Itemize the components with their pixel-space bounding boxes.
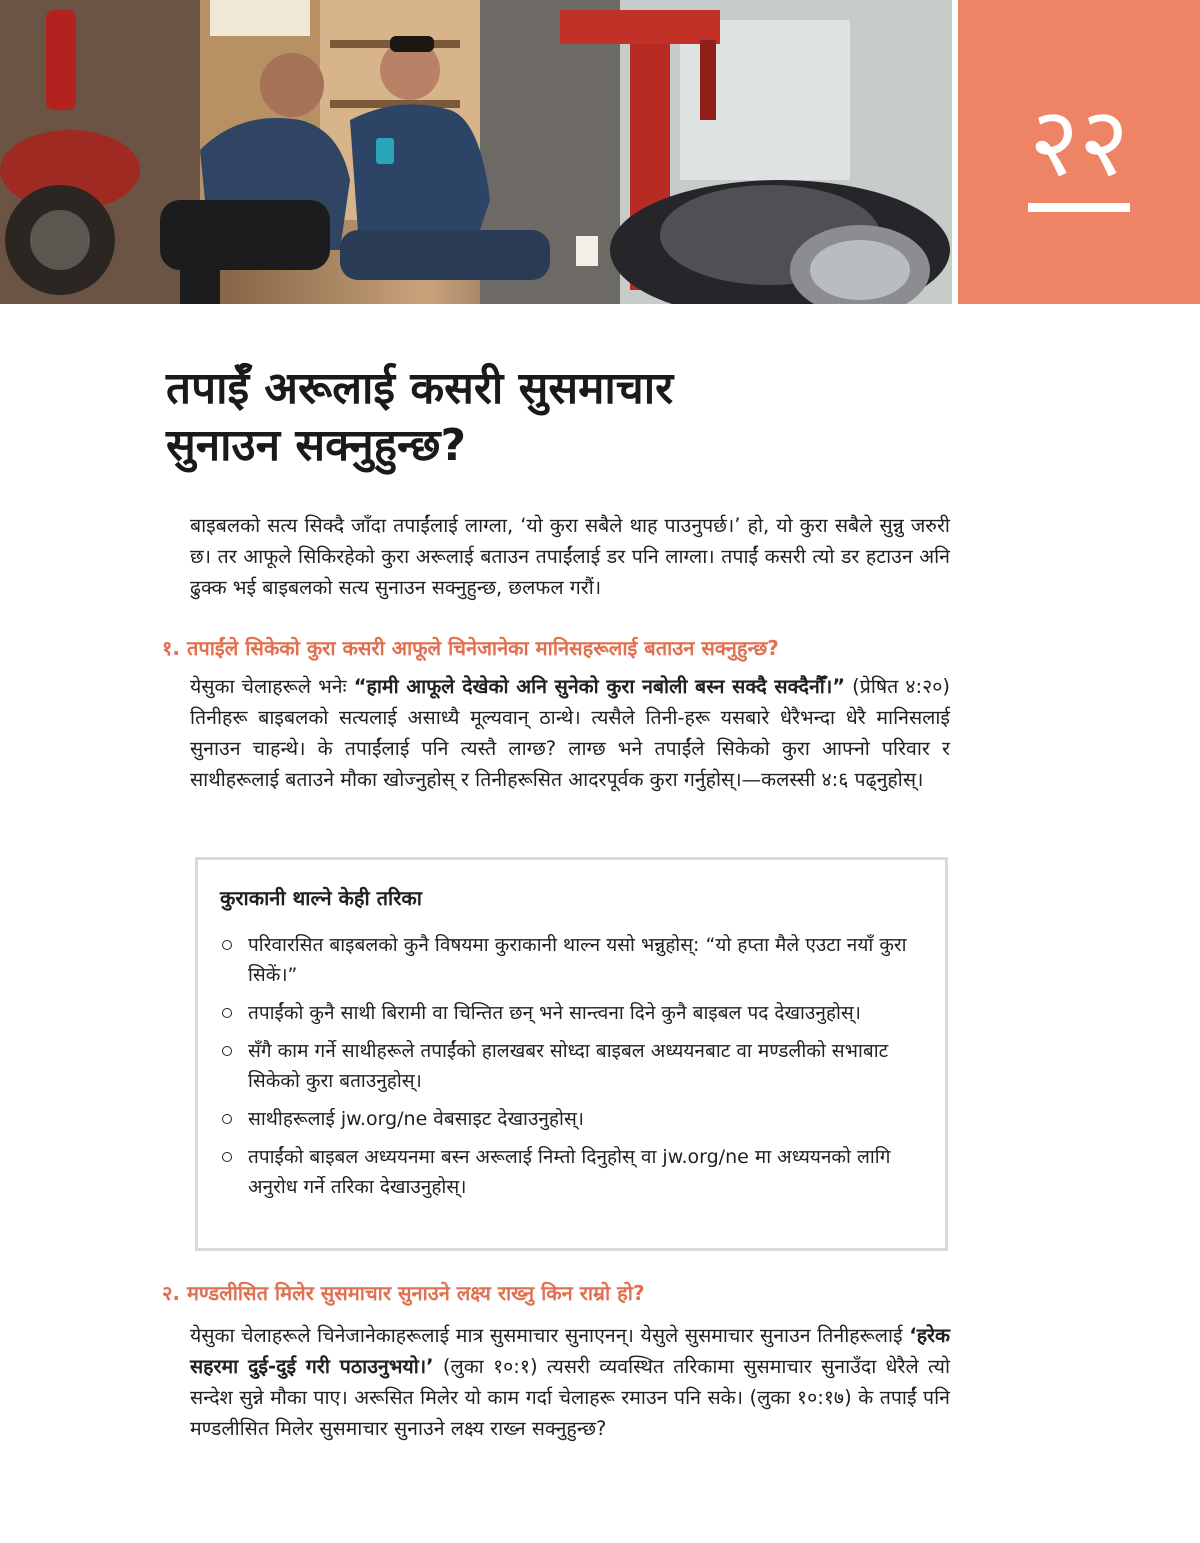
section-1-text-before: येसुका चेलाहरूले भनेः xyxy=(190,675,347,698)
intro-paragraph: बाइबलको सत्य सिक्दै जाँदा तपाईंलाई लाग्ला, ‘यो कुरा सबैले थाह पाउनुपर्छ।’ हो, यो कुरा सबैले सुन्नु जरुरी छ। तर आफूले सिकिरहेको कुरा अरूलाई बताउन तपाईंलाई डर पनि लाग्ला। तपाईं कसरी त्यो डर हटाउन अनि ढुक्क भई बाइबलको सत्य सुनाउन सक्नुहुन्छ, छलफल गरौं। xyxy=(190,514,950,599)
list-item-text: साथीहरूलाई jw.org/ne वेबसाइट देखाउनुहोस्। xyxy=(248,1108,584,1130)
list-item-text: परिवारसित बाइबलको कुनै विषयमा कुराकानी थाल्न यसो भन्नुहोस्: “यो हप्ता मैले एउटा नयाँ कुरा सिकें।” xyxy=(248,934,907,986)
list-item xyxy=(220,1142,925,1202)
list-item-text: तपाईंको कुनै साथी बिरामी वा चिन्तित छन् भने सान्त्वना दिने कुनै बाइबल पद देखाउनुहोस्। xyxy=(248,1002,861,1024)
chapter-number-box xyxy=(958,0,1200,304)
list-item xyxy=(220,1104,925,1134)
list-item xyxy=(220,930,925,990)
circle-bullet-icon xyxy=(222,1152,232,1162)
section-1-text-after: (प्रेषित ४:२०) तिनीहरू बाइबलको सत्यलाई असाध्यै मूल्यवान् ठान्थे। त्यसैले तिनी-हरू यसबारे धेरैभन्दा धेरै मानिसलाई सुनाउन चाहन्थे। के तपाईंलाई पनि त्यस्तै लाग्छ? लाग्छ भने तपाईंले सिकेको कुरा आफ्नो परिवार र साथीहरूलाई बताउने मौका खोज्नुहोस् र तिनीहरूसित आदरपूर्वक कुरा गर्नुहोस्।—कलस्सी ४:६ पढ्नुहोस्। xyxy=(190,675,950,791)
section-2-quote: ‘हरेक सहरमा दुई-दुई गरी पठाउनुभयो।’ xyxy=(190,1324,951,1378)
question-1 xyxy=(162,633,962,663)
list-item xyxy=(220,998,925,1028)
list-item xyxy=(220,1036,925,1096)
circle-bullet-icon xyxy=(222,940,232,950)
page-title xyxy=(166,360,966,474)
section-1-paragraph xyxy=(190,671,950,795)
header-photo xyxy=(0,0,952,304)
circle-bullet-icon xyxy=(222,1046,232,1056)
chapter-number: २२ xyxy=(1029,86,1129,198)
question-2-number: २. xyxy=(162,1281,180,1305)
circle-bullet-icon xyxy=(222,1008,232,1018)
circle-bullet-icon xyxy=(222,1114,232,1124)
section-2-paragraph xyxy=(190,1320,950,1444)
section-1-quote: “हामी आफूले देखेको अनि सुनेको कुरा नबोली बस्न सक्दै सक्दैनौँ।” xyxy=(353,675,846,698)
tips-box-title: कुराकानी थाल्ने केही तरिका xyxy=(220,886,422,910)
garage-scene-illustration xyxy=(0,0,952,304)
chapter-underline xyxy=(1028,203,1130,212)
question-2 xyxy=(162,1278,962,1308)
tips-box xyxy=(195,857,948,1251)
title-line-2: सुनाउन सक्नुहुन्छ? xyxy=(166,420,467,471)
tips-list xyxy=(220,930,925,1210)
list-item-text: सँगै काम गर्ने साथीहरूले तपाईंको हालखबर सोध्दा बाइबल अध्ययनबाट वा मण्डलीको सभाबाट सिकेको कुरा बताउनुहोस्। xyxy=(248,1040,889,1092)
title-line-1: तपाईँ अरूलाई कसरी सुसमाचार xyxy=(166,363,674,414)
section-2-text-before: येसुका चेलाहरूले चिनेजानेकाहरूलाई मात्र सुसमाचार सुनाएनन्। येसुले सुसमाचार सुनाउन तिनीहरूलाई xyxy=(190,1324,903,1347)
question-1-text: तपाईंले सिकेको कुरा कसरी आफूले चिनेजानेका मानिसहरूलाई बताउन सक्नुहुन्छ? xyxy=(186,636,779,660)
question-1-number: १. xyxy=(162,636,180,660)
question-2-text: मण्डलीसित मिलेर सुसमाचार सुनाउने लक्ष्य राख्नु किन राम्रो हो? xyxy=(186,1281,645,1305)
list-item-text: तपाईंको बाइबल अध्ययनमा बस्न अरूलाई निम्तो दिनुहोस् वा jw.org/ne मा अध्ययनको लागि अनुरोध गर्ने तरिका देखाउनुहोस्। xyxy=(248,1146,891,1198)
section-2-text-after: (लुका १०:१) त्यसरी व्यवस्थित तरिकामा सुसमाचार सुनाउँदा धेरैले त्यो सन्देश सुन्ने मौका पाए। अरूसित मिलेर यो काम गर्दा चेलाहरू रमाउन पनि सके। (लुका १०:१७) के तपाईं पनि मण्डलीसित मिलेर सुसमाचार सुनाउने लक्ष्य राख्न सक्नुहुन्छ? xyxy=(190,1355,950,1440)
